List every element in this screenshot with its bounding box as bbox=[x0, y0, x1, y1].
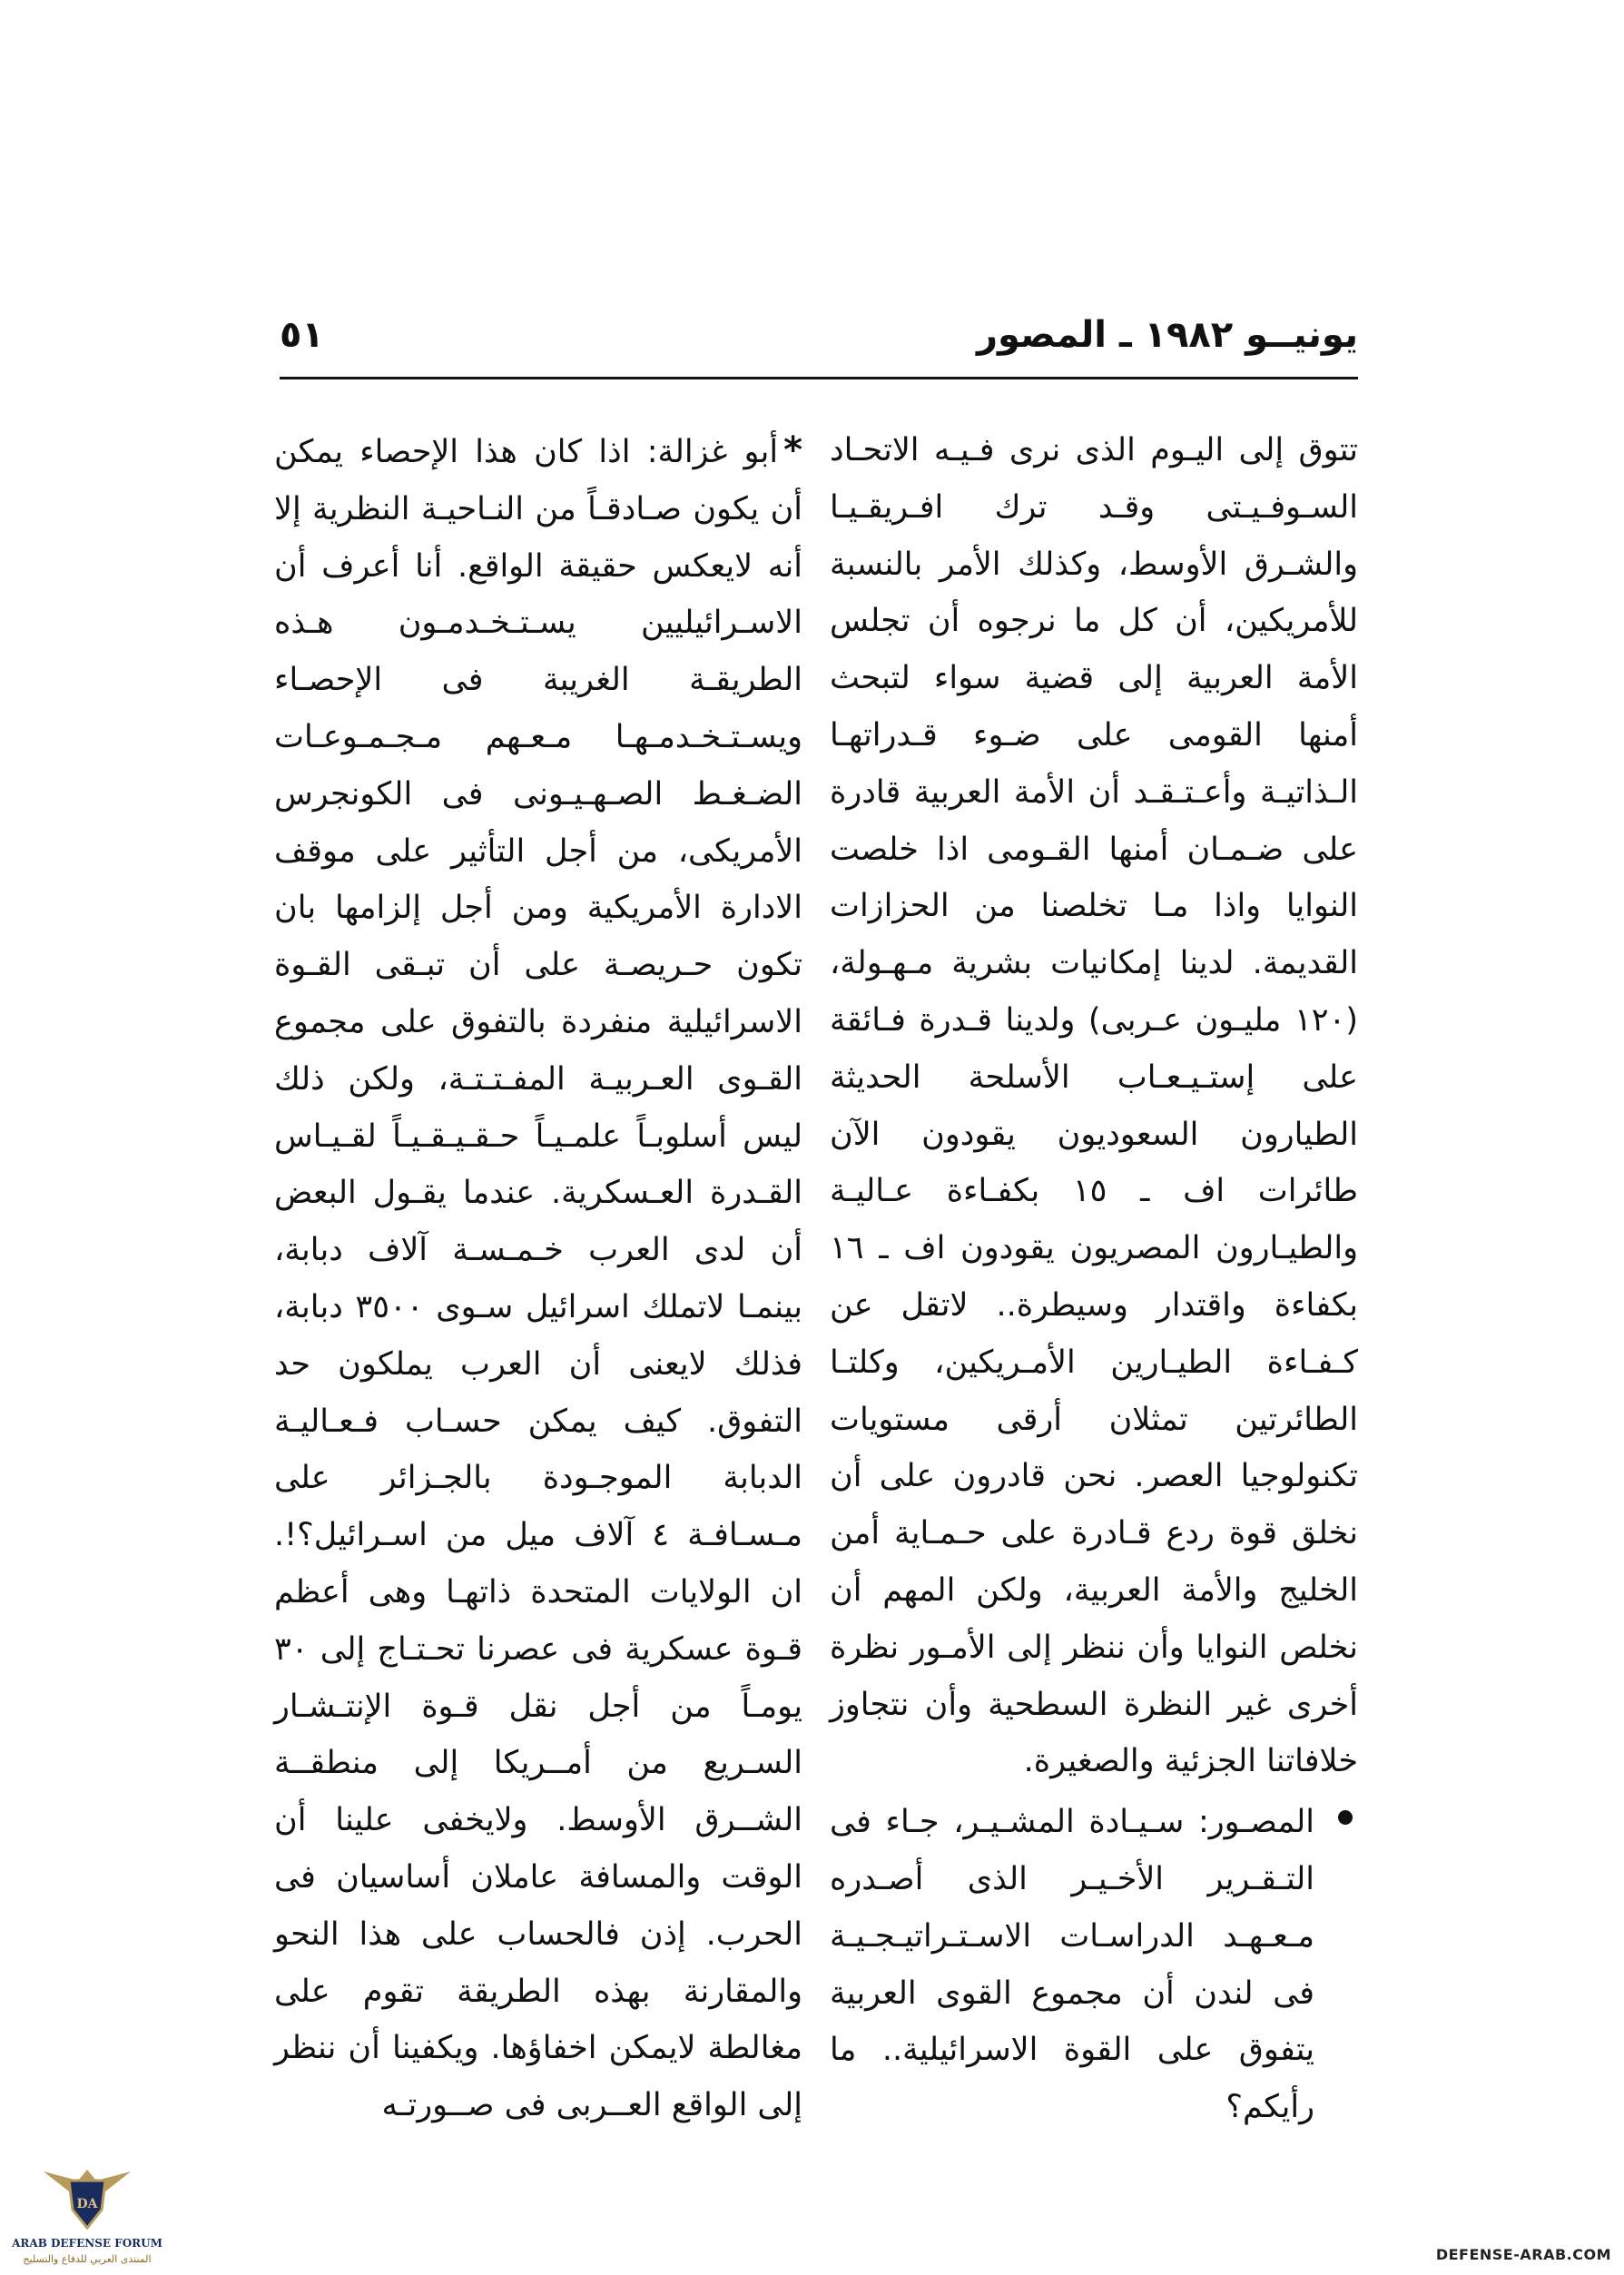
bullet-icon bbox=[1338, 1810, 1353, 1825]
left-column-paragraph bbox=[274, 422, 802, 2134]
page-number: ٥١ bbox=[280, 314, 324, 356]
page-header bbox=[280, 309, 1358, 379]
star-icon: * bbox=[783, 429, 802, 471]
left-column bbox=[274, 422, 802, 2124]
svg-text:DA: DA bbox=[76, 2197, 98, 2211]
interview-question bbox=[830, 1794, 1358, 2136]
logo-subtitle: المنتدى العربي للدفاع والتسليح bbox=[23, 2253, 152, 2265]
site-watermark: DEFENSE-ARAB.COM bbox=[1435, 2246, 1611, 2263]
right-column-paragraph: تتوق إلى اليـوم الذى نرى فـيـه الاتحـاد السـوفـيـتى وقـد ترك افـريقـيـا والشـرق الأوسط، وكذلك الأمر بالنسبة للأمريكين، أن كل ما نرجوه أن تجلس الأمة العربية إلى قضية سواء لتبحث أمنها القومى على ضـوء قـدراتهـا الـذاتيـة وأعـتـقـد أن الأمة العربية قادرة على ضـمـان أمنها القـومى اذا خلصت النوايا واذا مـا تخلصنا من الحزازات القديمة. لدينا إمكانيات بشرية مـهـولة، (١٢٠ مليـون عـربى) ولدينا قـدرة فـائقة على إستـيـعـاب الأسلحة الحديثة الطيارون السعوديون يقودون الآن طائرات اف ـ ١٥ بكفـاءة عـاليـة والطيـارون المصريون يقودون اف ـ ١٦ بكفاءة واقتدار وسيطرة.. لاتقل عن كـفـاءة الطيـارين الأمـريكين، وكلتـا الطائرتين تمثلان أرقى مستويات تكنولوجيا العصر. نحن قادرون على أن نخلق قوة ردع قـادرة على حـمـاية أمن الخليج والأمة العربية، ولكن المهم أن نخلص النوايا وأن ننظر إلى الأمـور نظرة أخرى غير النظرة السطحية وأن نتجاوز خلافاتنا الجزئية والصغيرة. bbox=[830, 432, 1358, 1780]
answer-text: أبو غزالة: اذا كان هذا الإحصاء يمكن أن يكون صـادقـاً من النـاحيـة النظرية إلا أنه لايعكس حقيقة الواقع. أنا أعرف أن الاسـرائيليين يسـتـخـدمـون هـذه الطريقـة الغريبة فى الإحصـاء ويسـتـخـدمـهـا مـعـهم مـجـمـوعـات الضـغـط الصـهـيـونى فى الكونجرس الأمريكى، من أجل التأثير على موقف الادارة الأمريكية ومن أجل إلزامها بان تكون حـريصـة على أن تبـقى القـوة الاسرائيلية منفردة بالتفوق على مجموع القـوى العـربيـة المفـتـتـة، ولكن ذلك ليس أسلوبـاً علمـيـاً حـقـيـقـيـاً لقـيـاس القـدرة العـسكرية. عندما يقـول البعض أن لدى العرب خـمـسـة آلاف دبابة، بينمـا لاتملك اسرائيل سـوى ٣٥٠٠ دبابة، فذلك لايعنى أن العرب يملكون حد التفوق. كيف يمكن حسـاب فـعـاليـة الدبابة الموجـودة بالجـزائر على مـسـافـة ٤ آلاف ميل من اسـرائيل؟!. ان الولايات المتحدة ذاتهـا وهى أعظم قـوة عسكرية فى عصرنا تحـتـاج إلى ٣٠ يومـاً من أجل نقل قـوة الإنتـشـار السـريع من أمــريكا إلى منطقــة الشــرق الأوسط. ولايخفى علينا أن الوقت والمسافة عاملان أساسيان فى الحرب. إذن فالحساب على هذا النحو والمقارنة بهذه الطريقة تقوم على مغالطة لايمكن اخفاؤها. ويكفينا أن ننظر إلى الواقع العــربى فى صــورتـه bbox=[274, 434, 802, 2124]
question-text: المصـور: سـيـادة المشـيـر، جـاء فى التـقـرير الأخـيـر الذى أصـدره مـعـهـد الدراسـات الاسـتـراتيـجـيـة فى لندن أن مجموع القوى العربية يتفوق على القوة الاسرائيلية.. ما رأيكم؟ bbox=[830, 1804, 1314, 2126]
shield-eagle-icon bbox=[42, 2153, 133, 2235]
right-column bbox=[830, 422, 1358, 2126]
logo-name: ARAB DEFENSE FORUM bbox=[12, 2237, 162, 2250]
running-head: يونيــو ١٩٨٢ ـ المصور bbox=[976, 314, 1358, 356]
forum-logo bbox=[11, 2153, 163, 2273]
